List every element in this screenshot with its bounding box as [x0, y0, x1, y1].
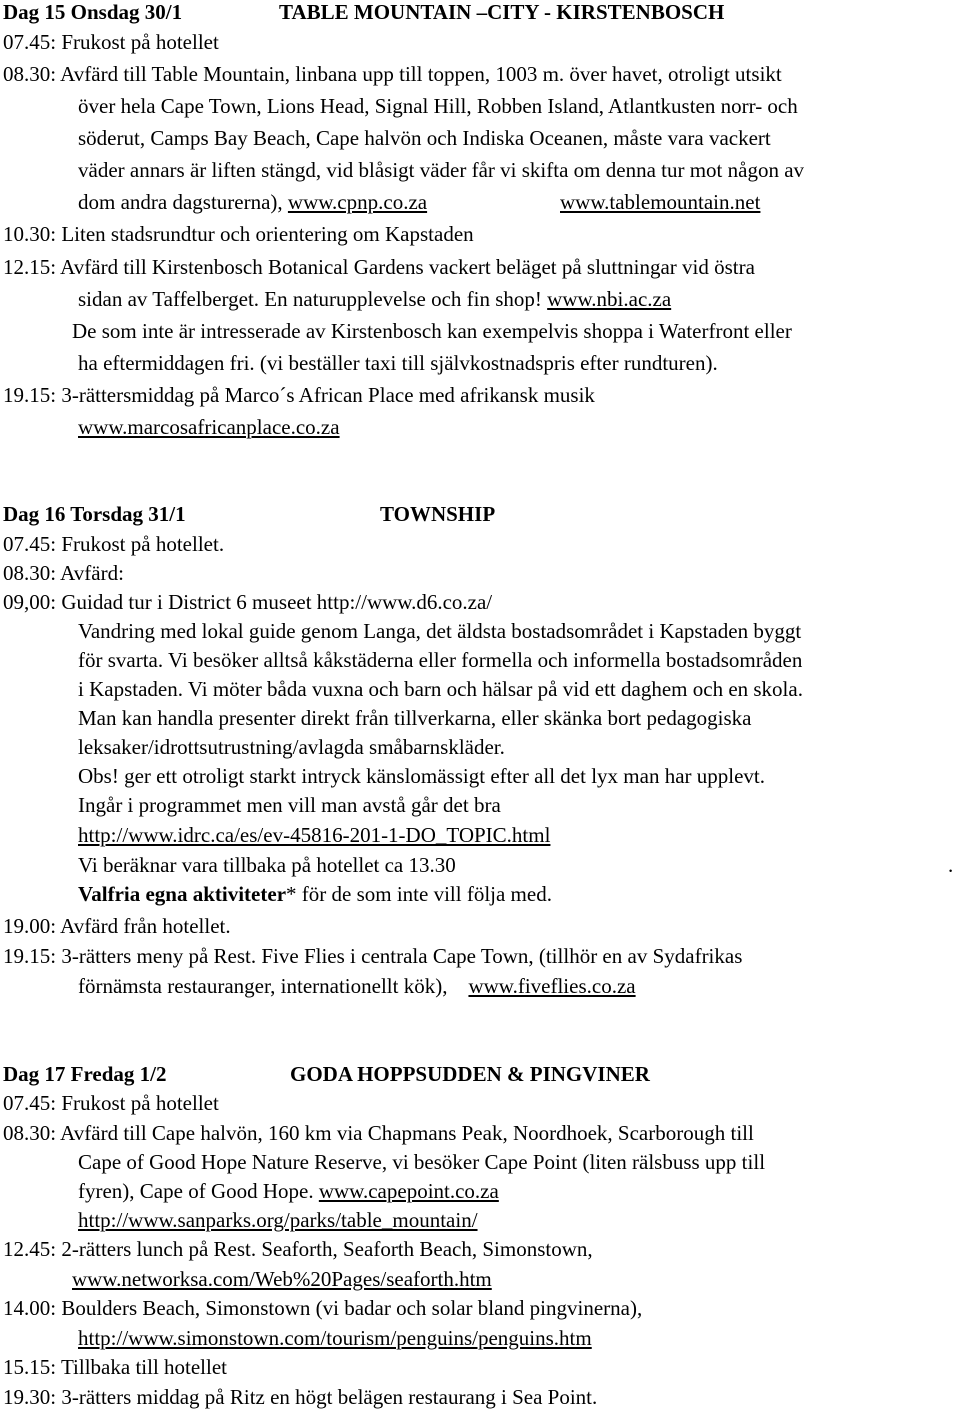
sanparks-link[interactable]: http://www.sanparks.org/parks/table_mountain/ — [78, 1208, 478, 1232]
day16-optional-activities: Valfria egna aktiviteter — [78, 882, 287, 906]
day17-heading — [3, 1060, 650, 1089]
day16-line-10: Ingår i programmet men vill man avstå går det bra — [78, 793, 501, 817]
day16-line-13-rest: * för de som inte vill följa med. — [286, 882, 552, 906]
day16-line-14: 19.00: Avfärd från hotellet. — [3, 914, 231, 938]
cpnp-link[interactable]: www.cpnp.co.za — [287, 190, 428, 214]
day17-line-9 — [78, 1324, 592, 1353]
day17-line-3: Cape of Good Hope Nature Reserve, vi besöker Cape Point (liten rälsbuss upp till — [78, 1150, 766, 1174]
day16-line-16 — [78, 972, 636, 1001]
day15-line-4: söderut, Camps Bay Beach, Cape halvön och Indiska Oceanen, måste vara vackert — [78, 126, 771, 150]
day15-line-6 — [78, 188, 761, 217]
day17-heading-day: Dag 17 Fredag 1/2 — [3, 1062, 167, 1086]
day17-line-6: 12.45: 2-rätters lunch på Rest. Seaforth, Seaforth Beach, Simonstown, — [3, 1237, 593, 1261]
day16-heading-day: Dag 16 Torsdag 31/1 — [3, 502, 186, 526]
day17-line-10: 15.15: Tillbaka till hotellet — [3, 1355, 228, 1379]
day17-line-2: 08.30: Avfärd till Cape halvön, 160 km via Chapmans Peak, Noordhoek, Scarborough till — [3, 1121, 754, 1145]
day15-line-13 — [78, 413, 340, 442]
day16-line-6: i Kapstaden. Vi möter båda vuxna och barn och hälsar på vid ett daghem och en skola. — [78, 677, 803, 701]
marcos-link[interactable]: www.marcosafricanplace.co.za — [78, 415, 340, 439]
day15-line-7: 10.30: Liten stadsrundtur och orientering om Kapstaden — [3, 222, 474, 246]
day15-line-2: 08.30: Avfärd till Table Mountain, linbana upp till toppen, 1003 m. över havet, otroligt utsikt — [3, 62, 782, 86]
day16-line-5: för svarta. Vi besöker alltså kåkstäderna eller formella och informella bostadsområden — [78, 648, 803, 672]
day15-line-6-text: dom andra dagsturerna), — [78, 190, 288, 214]
day15-line-5: väder annars är liften stängd, vid blåsigt väder får vi skifta om denna tur mot någon av — [78, 158, 805, 182]
day15-heading-title: TABLE MOUNTAIN –CITY - KIRSTENBOSCH — [279, 0, 725, 24]
day15-heading — [3, 0, 725, 27]
day17-line-5 — [78, 1206, 478, 1235]
day16-line-12-dot: . — [948, 853, 954, 877]
day16-line-1: 07.45: Frukost på hotellet. — [3, 532, 225, 556]
day16-line-16-text: förnämsta restauranger, internationellt kök), — [78, 974, 469, 998]
day15-heading-day: Dag 15 Onsdag 30/1 — [3, 0, 183, 24]
day16-line-9: Obs! ger ett otroligt starkt intryck känslomässigt efter all det lyx man har upplevt. — [78, 764, 766, 788]
day15-line-3: över hela Cape Town, Lions Head, Signal Hill, Robben Island, Atlantkusten norr- och — [78, 94, 798, 118]
day16-line-4: Vandring med lokal guide genom Langa, det äldsta bostadsområdet i Kapstaden byggt — [78, 619, 802, 643]
day15-line-9-text: sidan av Taffelberget. En naturupplevelse och fin shop! — [78, 287, 548, 311]
day15-line-9 — [78, 285, 671, 314]
day16-line-12 — [78, 851, 954, 880]
idrc-link[interactable]: http://www.idrc.ca/es/ev-45816-201-1-DO_TOPIC.html — [78, 823, 551, 847]
day17-line-8: 14.00: Boulders Beach, Simonstown (vi badar och solar bland pingvinerna), — [3, 1296, 643, 1320]
day15-line-8: 12.15: Avfärd till Kirstenbosch Botanical Gardens vackert beläget på sluttningar vid östra — [3, 255, 755, 279]
day16-line-11 — [78, 821, 550, 850]
day16-line-15: 19.15: 3-rätters meny på Rest. Five Flies i centrala Cape Town, (tillhör en av Sydafrikas — [3, 944, 743, 968]
day17-heading-title: GODA HOPPSUDDEN & PINGVINER — [290, 1062, 650, 1086]
capepoint-link[interactable]: www.capepoint.co.za — [318, 1179, 499, 1203]
day17-line-4 — [78, 1177, 499, 1206]
day16-line-3: 09,00: Guidad tur i District 6 museet http://www.d6.co.za/ — [3, 590, 493, 614]
day15-line-11: ha eftermiddagen fri. (vi beställer taxi till självkostnadspris efter rundturen). — [78, 351, 718, 375]
day15-line-1: 07.45: Frukost på hotellet — [3, 30, 219, 54]
day16-heading-title: TOWNSHIP — [380, 502, 496, 526]
day16-line-8: leksaker/idrottsutrustning/avlagda småbarnskläder. — [78, 735, 505, 759]
nbi-link[interactable]: www.nbi.ac.za — [547, 287, 672, 311]
day16-line-7: Man kan handla presenter direkt från tillverkarna, eller skänka bort pedagogiska — [78, 706, 752, 730]
tablemountain-link[interactable]: www.tablemountain.net — [560, 190, 761, 214]
day16-heading — [3, 500, 496, 529]
day15-line-10: De som inte är intresserade av Kirstenbosch kan exempelvis shoppa i Waterfront eller — [72, 319, 792, 343]
day17-line-4-text: fyren), Cape of Good Hope. — [78, 1179, 319, 1203]
day15-line-12: 19.15: 3-rättersmiddag på Marco´s African Place med afrikansk musik — [3, 383, 595, 407]
day16-line-2: 08.30: Avfärd: — [3, 561, 124, 585]
day16-line-12-text: Vi beräknar vara tillbaka på hotellet ca 13.30 — [78, 853, 456, 877]
day17-line-11: 19.30: 3-rätters middag på Ritz en högt belägen restaurang i Sea Point. — [3, 1385, 598, 1409]
fiveflies-link[interactable]: www.fiveflies.co.za — [468, 974, 636, 998]
simonstown-link[interactable]: http://www.simonstown.com/tourism/penguins/penguins.htm — [78, 1326, 592, 1350]
day17-line-1: 07.45: Frukost på hotellet — [3, 1091, 219, 1115]
day16-line-13 — [78, 880, 552, 909]
networksa-link[interactable]: www.networksa.com/Web%20Pages/seaforth.htm — [72, 1267, 492, 1291]
day17-line-7 — [72, 1265, 492, 1294]
